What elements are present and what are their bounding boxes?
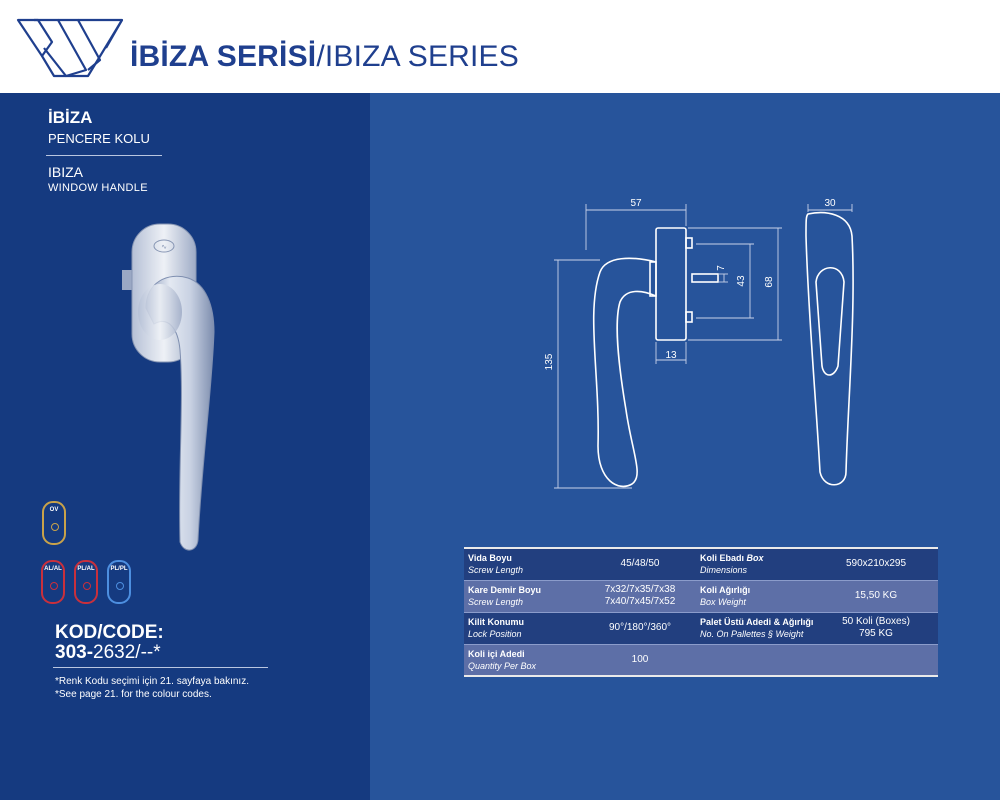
spec-label: Palet Üstü Adedi & Ağırlığı: [700, 617, 814, 627]
swatch-label: PL/AL: [77, 566, 95, 572]
spec-label-en: Box: [746, 553, 764, 564]
specs-cell: [464, 644, 584, 676]
spec-value-line: 795 KG: [859, 628, 893, 639]
svg-text:∿: ∿: [161, 243, 167, 251]
specs-value: [814, 612, 938, 644]
specs-cell: [696, 644, 814, 676]
spec-sublabel: Lock Position: [468, 629, 522, 639]
specs-cell: [696, 580, 814, 612]
swatch-ov: [42, 501, 66, 545]
dim-plate: 68: [764, 276, 775, 288]
swatch-label: AL/AL: [44, 566, 62, 572]
dim-height: 135: [544, 353, 555, 371]
specs-row: [464, 548, 938, 580]
spec-label: Koli içi Adedi: [468, 648, 525, 659]
spec-label: Koli Ağırlığı: [700, 585, 751, 595]
specs-row: [464, 580, 938, 612]
specs-value: 15,50 KG: [814, 580, 938, 612]
product-code-suffix: 2632/--*: [93, 642, 161, 663]
specs-cell: [464, 580, 584, 612]
series-title: [130, 40, 519, 74]
product-name-en: IBIZA: [48, 164, 84, 180]
product-subtitle-tr: PENCERE KOLU: [48, 131, 150, 146]
swatch-al-al: [41, 560, 65, 604]
page-header: [0, 0, 1000, 93]
specs-cell: [696, 548, 814, 580]
spec-value-line: 50 Koli (Boxes): [842, 616, 910, 627]
swatch-dot: [50, 582, 58, 590]
specs-value: [584, 580, 696, 612]
product-code-value: [55, 642, 161, 664]
spec-value-line: 7x32/7x35/7x38: [604, 584, 676, 595]
swatch-dot: [116, 582, 124, 590]
spec-label: [696, 552, 814, 564]
product-code-prefix: 303-: [55, 642, 94, 663]
product-code-label: KOD/CODE:: [55, 622, 164, 643]
colour-note-en: *See page 21. for the colour codes.: [55, 689, 212, 700]
handle-product-image: [110, 220, 220, 560]
divider: [53, 667, 268, 668]
specs-value: 590x210x295: [814, 548, 938, 580]
wave-w-logo-icon: [14, 12, 126, 80]
spec-label: Kilit Konumu: [468, 617, 524, 627]
swatch-pl-pl: [107, 560, 131, 604]
specs-value: 100: [584, 644, 696, 676]
dim-depth: 30: [824, 198, 836, 209]
specs-cell: [464, 548, 584, 580]
swatch-label: OV: [49, 507, 59, 513]
divider: [46, 155, 162, 156]
dim-width: 57: [630, 198, 642, 209]
specs-cell: [464, 612, 584, 644]
spec-label-text: Koli Ebadı: [700, 553, 745, 564]
specs-row: [464, 644, 938, 676]
spec-sublabel: Dimensions: [700, 565, 748, 576]
spec-value-line: 7x40/7x45/7x52: [604, 596, 676, 607]
series-title-bold: İBİZA SERİSİ: [130, 40, 317, 73]
swatch-dot: [83, 582, 91, 590]
colour-note-tr: *Renk Kodu seçimi için 21. sayfaya bakınız.: [55, 676, 249, 687]
spec-sublabel: Screw Length: [468, 597, 524, 607]
specs-cell: [696, 612, 814, 644]
series-title-regular: /IBIZA SERIES: [316, 40, 519, 73]
specs-value: 45/48/50: [584, 548, 696, 580]
swatch-pl-al: [74, 560, 98, 604]
specs-row: [464, 612, 938, 644]
specs-table: [464, 547, 938, 677]
spec-label: Vida Boyu: [468, 553, 512, 564]
spec-sublabel: Box Weight: [700, 597, 746, 607]
technical-drawing: [540, 190, 870, 500]
spec-sublabel: No. On Pallettes § Weight: [700, 629, 804, 639]
spec-label: Kare Demir Boyu: [468, 585, 542, 595]
dim-screw-spacing: 43: [736, 275, 747, 287]
dim-offset: 13: [665, 350, 677, 361]
specs-value: 90°/180°/360°: [584, 612, 696, 644]
product-subtitle-en: WINDOW HANDLE: [48, 182, 148, 194]
spec-sublabel: Screw Length: [468, 565, 524, 576]
dim-spindle: 7: [716, 265, 727, 271]
spec-sublabel: Quantity Per Box: [468, 660, 537, 671]
swatch-dot: [51, 523, 59, 531]
specs-cell: [814, 644, 938, 676]
product-name-tr: İBİZA: [48, 108, 93, 127]
swatch-label: PL/PL: [110, 566, 128, 572]
